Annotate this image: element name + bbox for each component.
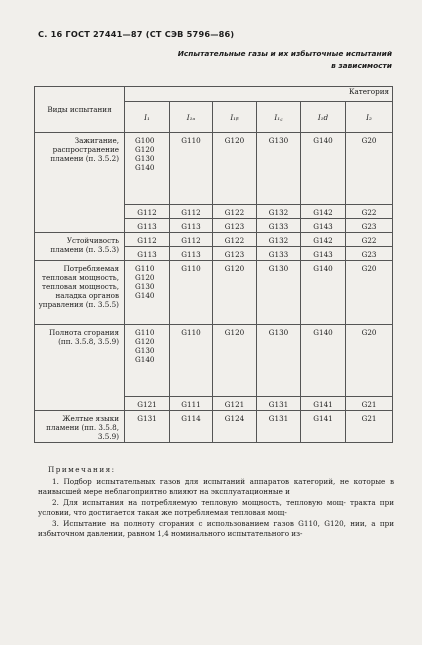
cell: G114 xyxy=(170,411,213,443)
col-header: I₁ₐ xyxy=(170,102,213,133)
row-label: Желтые языки пламени (пп. 3.5.8, 3.5.9) xyxy=(35,411,125,443)
cell: G20 xyxy=(346,133,393,205)
cell: G113 xyxy=(125,219,170,233)
cell: G112 xyxy=(170,233,213,247)
cell: G123 xyxy=(213,247,257,261)
cell: G21 xyxy=(346,397,393,411)
row-label: Устойчивость пламени (п. 3.5.3) xyxy=(35,233,125,261)
col-header: I₁ xyxy=(125,102,170,133)
cell: G110 xyxy=(170,133,213,205)
notes-heading: Примечания: xyxy=(48,465,116,474)
cell: G20 xyxy=(346,261,393,325)
cell: G113 xyxy=(170,247,213,261)
category-header: Категория xyxy=(125,87,393,102)
table-row xyxy=(35,325,393,397)
col-header: I₁ᵦ xyxy=(213,102,257,133)
cell: G120 xyxy=(213,133,257,205)
cell: G140 xyxy=(301,133,346,205)
table-row xyxy=(35,411,393,443)
cell: G140 xyxy=(301,325,346,397)
cell: G132 xyxy=(257,233,301,247)
cell: G142 xyxy=(301,233,346,247)
cell: G120 xyxy=(213,261,257,325)
table-title: Испытательные газы и их избыточные испытаний в зависимости xyxy=(177,49,392,70)
col-header: I₁d xyxy=(301,102,346,133)
cell: G22 xyxy=(346,205,393,219)
cell: G20 xyxy=(346,325,393,397)
cell: G133 xyxy=(257,247,301,261)
col-header: I₂ xyxy=(346,102,393,133)
cell: G112 xyxy=(125,233,170,247)
cell: G113 xyxy=(170,219,213,233)
note-item: 2. Для испытания на потребляемую тепловую мощность, тепловую мощ- тракта при условии, что достигается такая же потребляемая тепловая мощ- xyxy=(38,497,394,517)
cell: G131 xyxy=(125,411,170,443)
cell: G111 xyxy=(170,397,213,411)
cell: G130 xyxy=(257,261,301,325)
cell: G131 xyxy=(257,397,301,411)
cell-stack: G110 G120 G130 G140 xyxy=(125,261,170,325)
cell-stack: G110 G120 G130 G140 xyxy=(125,325,170,397)
page-header: С. 16 ГОСТ 27441—87 (СТ СЭВ 5796—86) xyxy=(38,29,235,39)
row-label: Полнота сгорания (пп. 3.5.8, 3.5.9) xyxy=(35,325,125,411)
cell: G122 xyxy=(213,205,257,219)
note-item: 1. Подбор испытательных газов для испытаний аппаратов категорий, не которые в наивысшей мере неблагоприятно влияют на эксплуатационные и xyxy=(38,476,394,496)
test-gases-table xyxy=(34,86,393,443)
cell: G21 xyxy=(346,411,393,443)
cell: G143 xyxy=(301,219,346,233)
cell: G133 xyxy=(257,219,301,233)
note-item: 3. Испытание на полноту сгорания с использованием газов G110, G120, нии, а при избыточном давлении, равном 1,4 номинального испытательного из- xyxy=(38,518,394,538)
cell: G112 xyxy=(170,205,213,219)
cell: G122 xyxy=(213,233,257,247)
cell: G120 xyxy=(213,325,257,397)
cell: G112 xyxy=(125,205,170,219)
cell-stack: G100 G120 G130 G140 xyxy=(125,133,170,205)
cell: G110 xyxy=(170,325,213,397)
type-header: Виды испытания xyxy=(35,87,125,133)
row-label: Потребляемая тепловая мощность, тепловая мощность, наладка органов управления (п. 3.5.5) xyxy=(35,261,125,325)
row-label: Зажигание, распространение пламени (п. 3.5.2) xyxy=(35,133,125,233)
cell: G142 xyxy=(301,205,346,219)
cell: G140 xyxy=(301,261,346,325)
table-row xyxy=(35,261,393,325)
cell: G141 xyxy=(301,397,346,411)
cell: G113 xyxy=(125,247,170,261)
cell: G131 xyxy=(257,411,301,443)
cell: G22 xyxy=(346,233,393,247)
cell: G124 xyxy=(213,411,257,443)
cell: G130 xyxy=(257,325,301,397)
notes xyxy=(38,465,394,540)
cell: G130 xyxy=(257,133,301,205)
cell: G132 xyxy=(257,205,301,219)
cell: G121 xyxy=(125,397,170,411)
cell: G23 xyxy=(346,219,393,233)
cell: G141 xyxy=(301,411,346,443)
cell: G143 xyxy=(301,247,346,261)
table-row xyxy=(35,233,393,247)
cell: G23 xyxy=(346,247,393,261)
cell: G123 xyxy=(213,219,257,233)
cell: G121 xyxy=(213,397,257,411)
col-header: I₁꜀ xyxy=(257,102,301,133)
table-row xyxy=(35,133,393,205)
cell: G110 xyxy=(170,261,213,325)
